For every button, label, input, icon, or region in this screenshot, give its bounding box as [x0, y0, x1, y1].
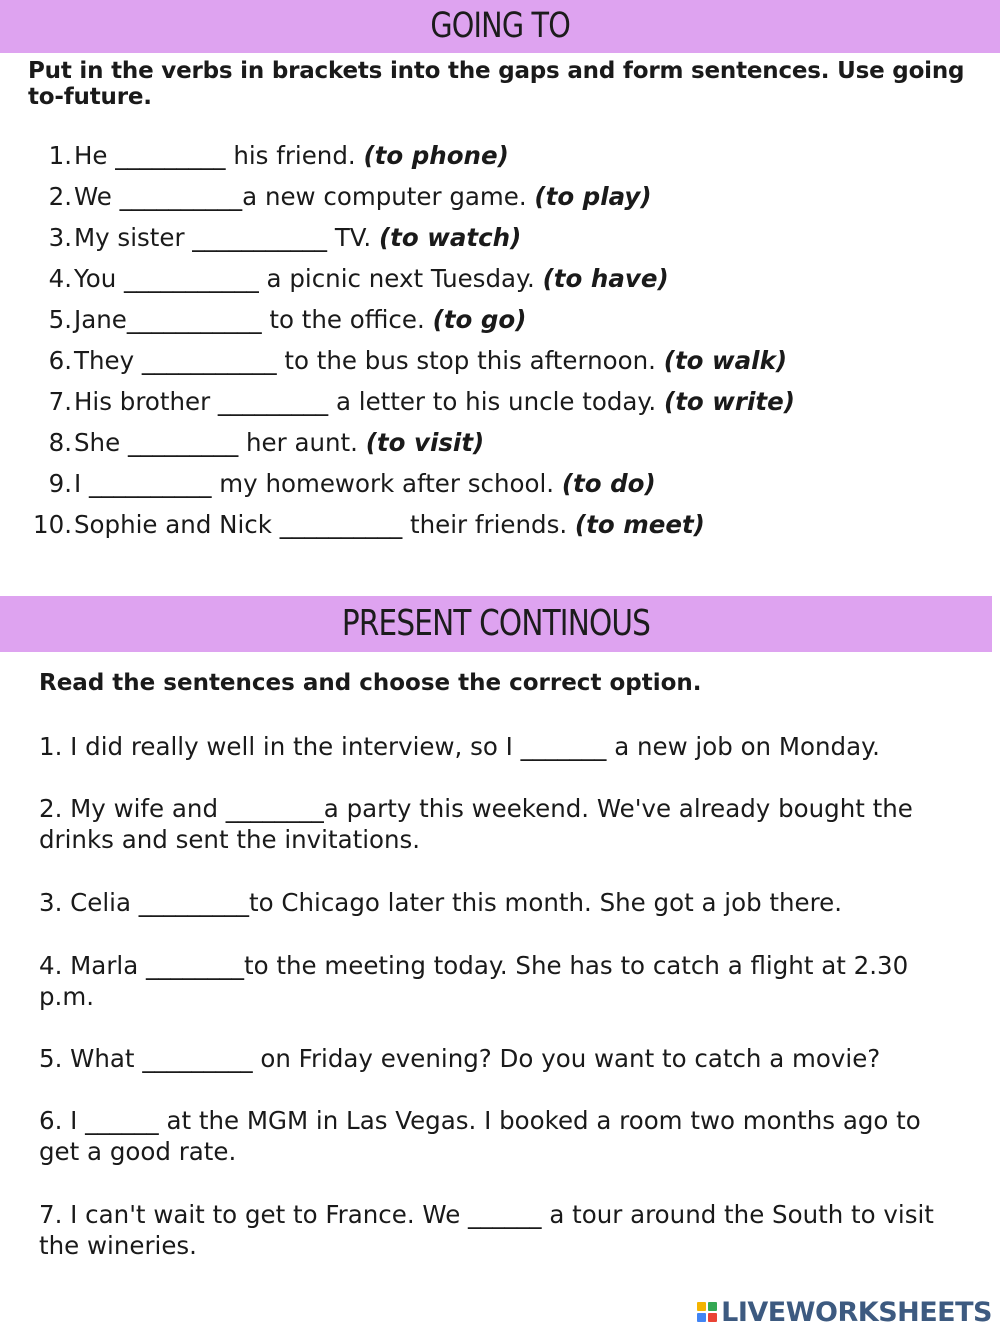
verb-hint: (to go)	[432, 305, 527, 334]
verb-hint: (to write)	[664, 387, 795, 416]
question-item: 7. I can't wait to get to France. We ______ a tour around the South to visit the wineries.	[39, 1200, 934, 1260]
verb-hint: (to walk)	[663, 346, 788, 375]
question-item: 5. What _________ on Friday evening? Do you want to catch a movie?	[39, 1044, 881, 1073]
question-item: 3. Celia _________to Chicago later this month. She got a job there.	[39, 888, 843, 917]
sentence-text: I __________ my homework after school.	[74, 469, 562, 498]
sentence-text: Sophie and Nick __________ their friends.	[74, 510, 575, 539]
list-item: 4. You ___________ a picnic next Tuesday. (to have)	[48, 264, 669, 293]
sentence-text: My sister ___________ TV.	[74, 223, 379, 252]
verb-hint: (to watch)	[378, 223, 522, 252]
question-item: 6. I ______ at the MGM in Las Vegas. I booked a room two months ago to get a good rate.	[39, 1106, 921, 1166]
sentence-text: She _________ her aunt.	[74, 428, 366, 457]
sentence-text: He _________ his friend.	[74, 141, 364, 170]
sentence-text: They ___________ to the bus stop this afternoon.	[74, 346, 664, 375]
section-title-present-continuous: PRESENT CONTINOUS	[0, 596, 992, 652]
question-item: 2. My wife and ________a party this weekend. We've already bought the drinks and sent the invitations.	[39, 794, 913, 854]
verb-hint: (to have)	[542, 264, 669, 293]
list-item: 2. We __________a new computer game. (to play)	[48, 182, 652, 211]
instruction-going-to: Put in the verbs in brackets into the gaps and form sentences. Use going to-future.	[28, 58, 965, 110]
exercise-list-going-to	[0, 138, 1000, 548]
instruction-present-continuous: Read the sentences and choose the correct option.	[39, 670, 702, 696]
list-item: 6. They ___________ to the bus stop this afternoon. (to walk)	[48, 346, 788, 375]
liveworksheets-logo	[697, 1295, 992, 1329]
list-item: 9. I __________ my homework after school. (to do)	[48, 469, 656, 498]
liveworksheets-icon	[697, 1302, 717, 1322]
question-item: 4. Marla ________to the meeting today. She has to catch a flight at 2.30 p.m.	[39, 951, 909, 1011]
list-item: 10. Sophie and Nick __________ their friends. (to meet)	[33, 510, 705, 539]
sentence-text: You ___________ a picnic next Tuesday.	[74, 264, 543, 293]
list-item: 5. Jane___________ to the office. (to go)	[48, 305, 527, 334]
list-item: 1. He _________ his friend. (to phone)	[48, 141, 509, 170]
question-item: 1. I did really well in the interview, so I _______ a new job on Monday.	[39, 732, 880, 761]
verb-hint: (to visit)	[365, 428, 485, 457]
sentence-text: His brother _________ a letter to his uncle today.	[74, 387, 664, 416]
logo-text: LIVEWORKSHEETS	[721, 1296, 992, 1328]
verb-hint: (to meet)	[574, 510, 705, 539]
verb-hint: (to phone)	[363, 141, 509, 170]
list-item: 3. My sister ___________ TV. (to watch)	[48, 223, 522, 252]
sentence-text: Jane___________ to the office.	[74, 305, 433, 334]
list-item: 8. She _________ her aunt. (to visit)	[48, 428, 485, 457]
verb-hint: (to play)	[534, 182, 652, 211]
sentence-text: We __________a new computer game.	[74, 182, 535, 211]
section-title-going-to: GOING TO	[0, 0, 1000, 53]
list-item: 7. His brother _________ a letter to his uncle today. (to write)	[48, 387, 795, 416]
verb-hint: (to do)	[561, 469, 656, 498]
